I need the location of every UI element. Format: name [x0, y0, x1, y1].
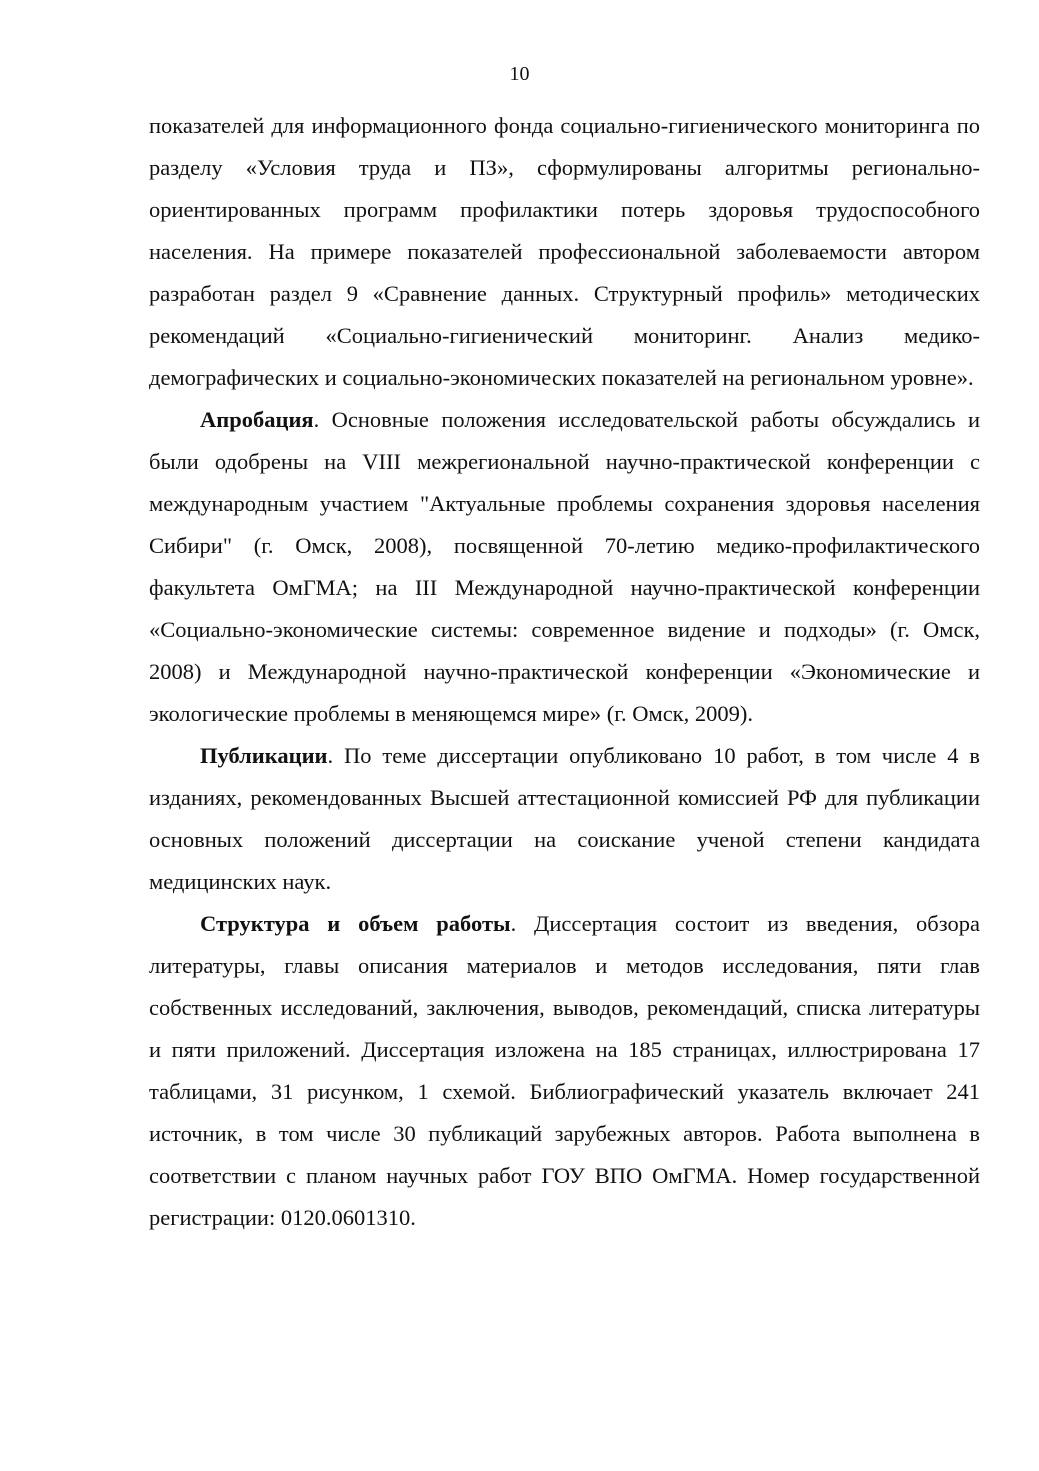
paragraph-text: Диссертация состоит из введения, обзора литературы, главы описания материалов и методов исследования, пяти глав собственных исследований, заключения, выводов, рекомендаций, списка литературы и пяти приложений. Диссертация изложена на 185 страницах, иллюстрирована 17 таблицами, 31 рисунком, 1 схемой. Библиографический указатель включает 241 источник, в том числе 30 публикаций зарубежных авторов. Работа выполнена в соответствии с планом научных работ ГОУ ВПО ОмГМА. Номер государственной регистрации: 0120.0601310.: [149, 911, 980, 1230]
paragraph-text: По теме диссертации опубликовано 10 работ, в том числе 4 в изданиях, рекомендованных Высшей аттестационной комиссией РФ для публикации основных положений диссертации на соискание ученой степени кандидата медицинских наук.: [149, 743, 980, 894]
heading-period: .: [327, 743, 334, 768]
section-heading-publications: Публикации: [200, 743, 328, 768]
heading-period: .: [313, 407, 320, 432]
paragraph-approbation: [149, 399, 980, 735]
paragraph-text: Основные положения исследовательской работы обсуждались и были одобрены на VIII межрегиональной научно-практической конференции с международным участием "Актуальные проблемы сохранения здоровья населения Сибири" (г. Омск, 2008), посвященной 70-летию медико-профилактического факультета ОмГМА; на III Международной научно-практической конференции «Социально-экономические системы: современное видение и подходы» (г. Омск, 2008) и Международной научно-практической конференции «Экономические и экологические проблемы в меняющемся мире» (г. Омск, 2009).: [149, 407, 980, 726]
section-heading-structure: Структура и объем работы: [200, 911, 511, 936]
paragraph-continuation: [149, 105, 980, 399]
section-heading-approbation: Апробация: [200, 407, 314, 432]
paragraph-publications: [149, 735, 980, 903]
paragraph-structure: [149, 903, 980, 1239]
paragraph-text: показателей для информационного фонда социально-гигиенического мониторинга по разделу «Условия труда и ПЗ», сформулированы алгоритмы регионально-ориентированных программ профилактики потерь здоровья трудоспособного населения. На примере показателей профессиональной заболеваемости автором разработан раздел 9 «Сравнение данных. Структурный профиль» методических рекомендаций «Социально-гигиенический мониторинг. Анализ медико-демографических и социально-экономических показателей на региональном уровне».: [149, 113, 980, 390]
heading-period: .: [510, 911, 517, 936]
page-number: 10: [509, 63, 530, 85]
document-body: [149, 105, 980, 1239]
